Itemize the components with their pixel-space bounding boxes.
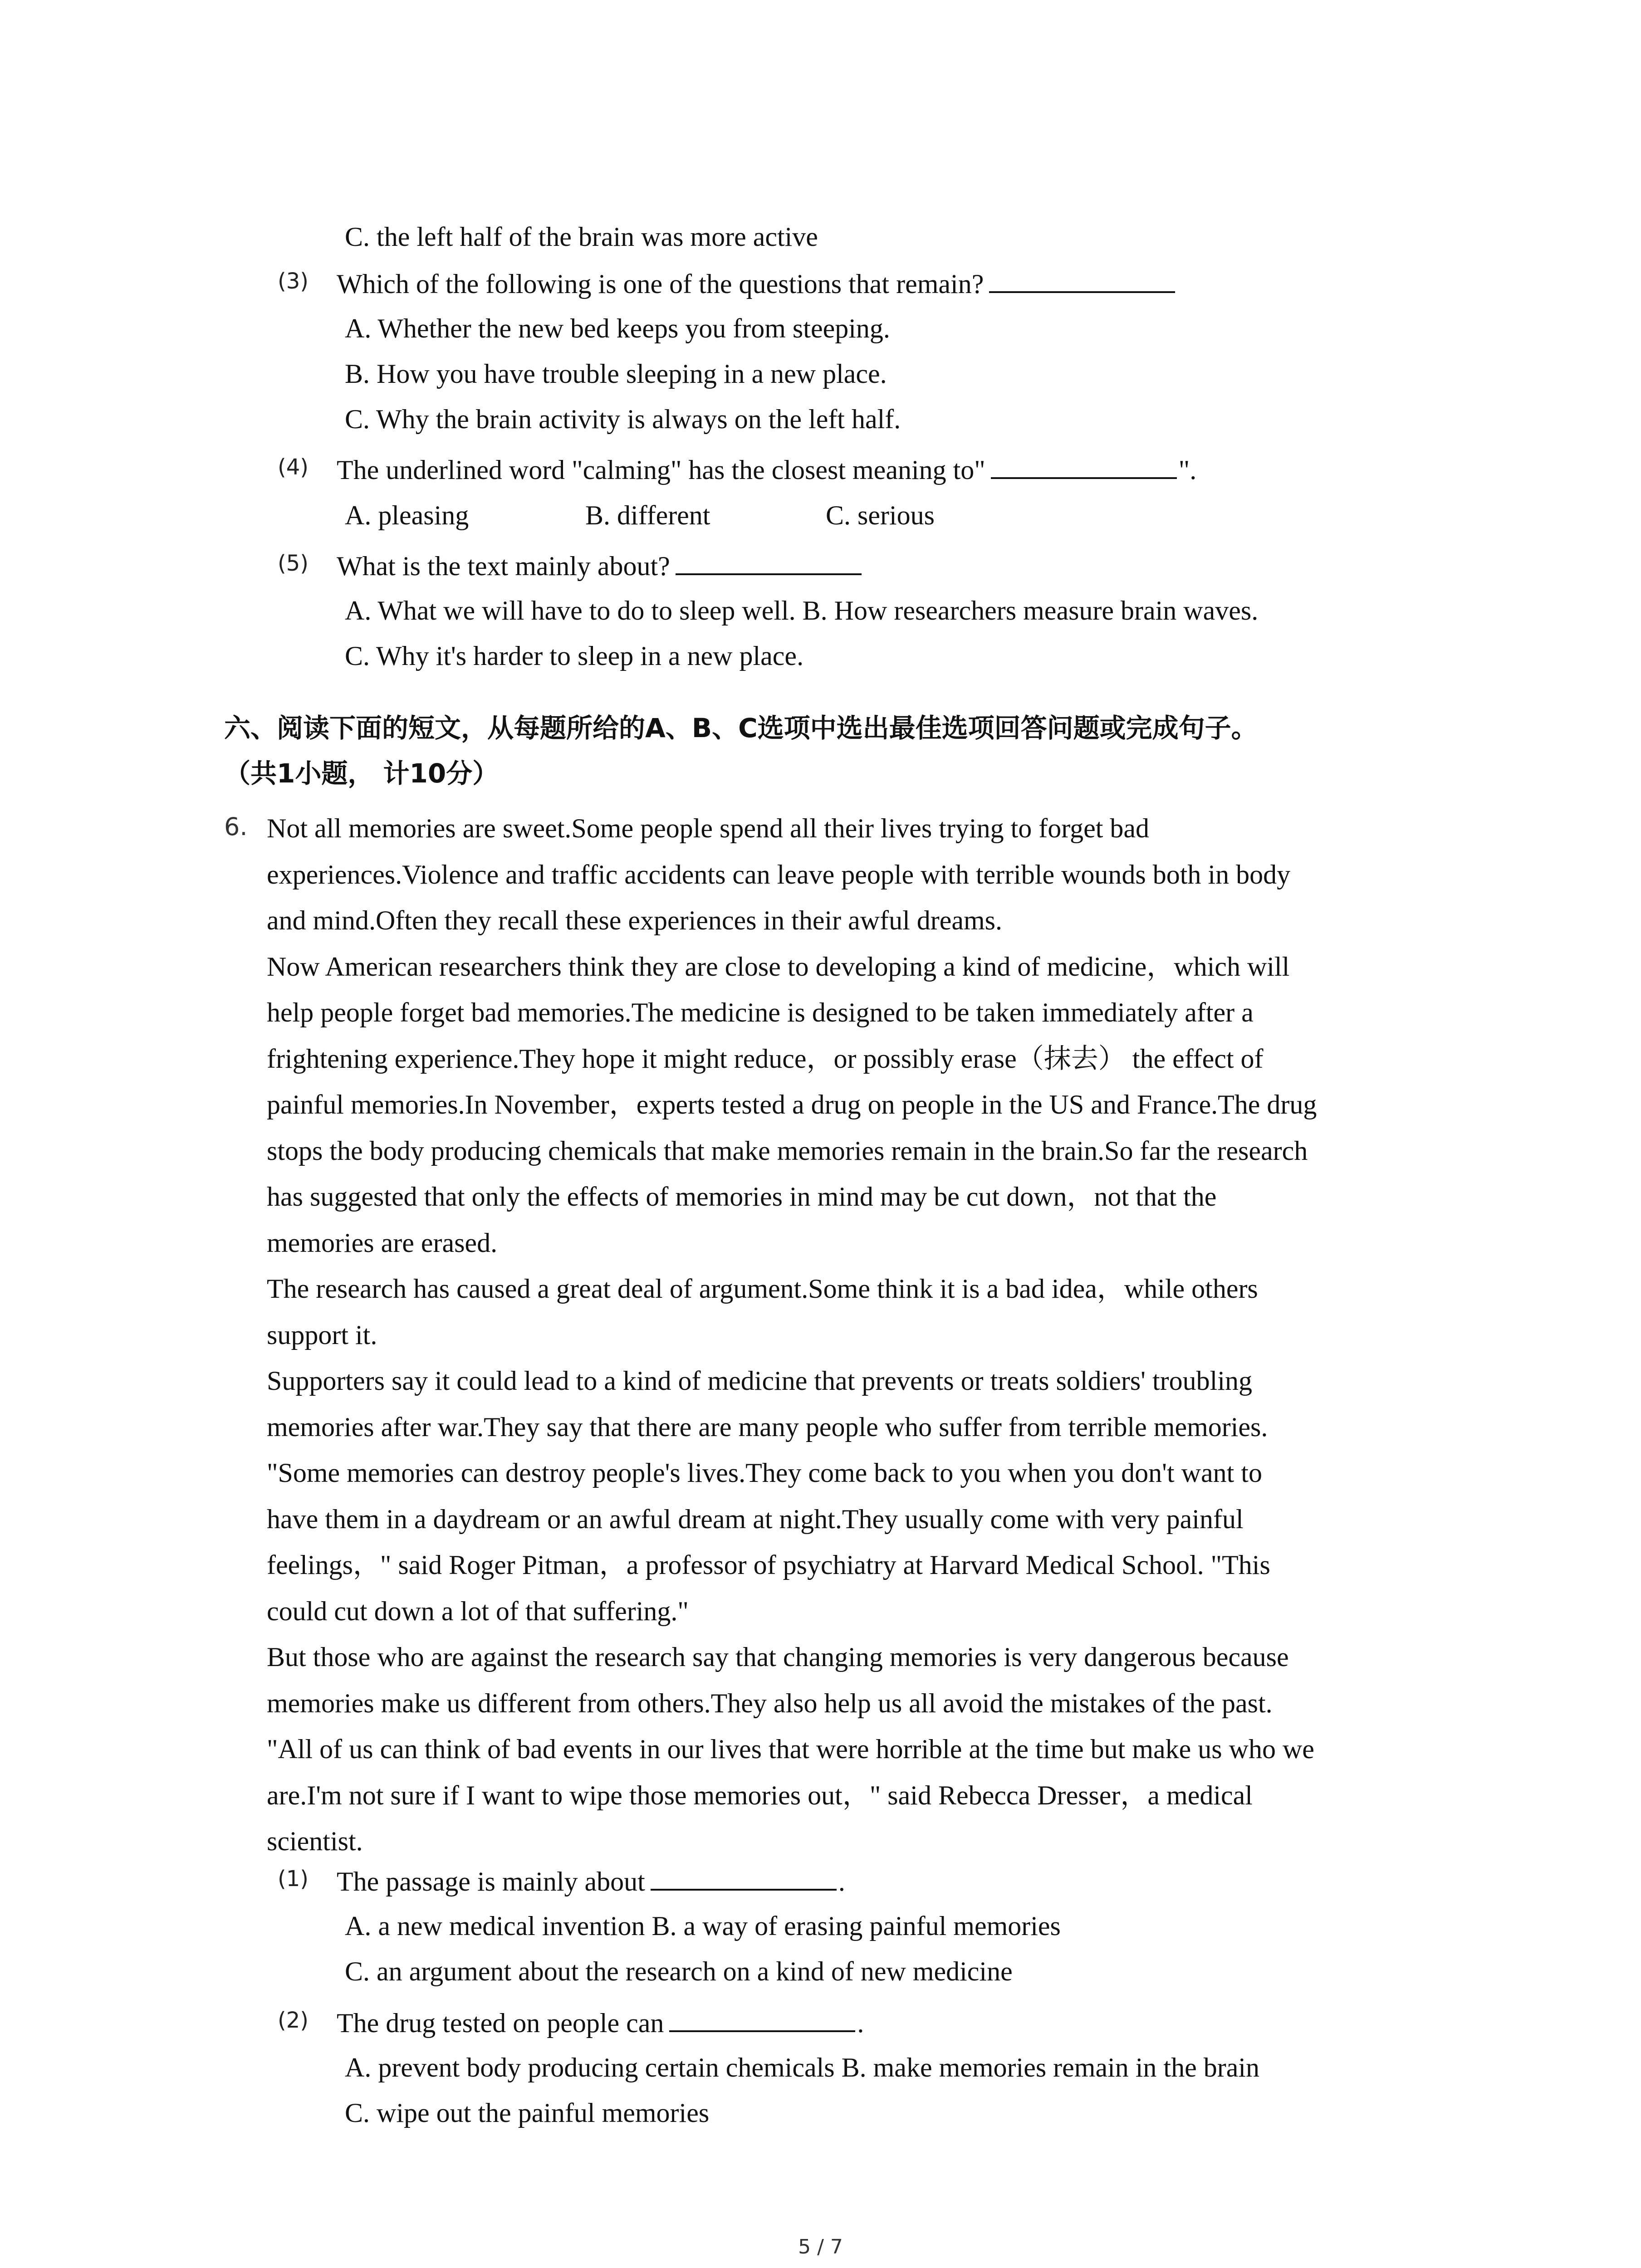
passage-line: Now American researchers think they are close to developing a kind of medicine，which will [267,951,1290,982]
passage-line: "Some memories can destroy people's lives.They come back to you when you don't want to [267,1458,1262,1488]
q5-stem-text: What is the text mainly about? [337,551,670,581]
q4-option-c: C. serious [826,500,935,530]
q5-option-c: C. Why it's harder to sleep in a new place. [345,641,804,671]
q2-options-ab: A. prevent body producing certain chemicals B. make memories remain in the brain [345,2053,1260,2082]
q3-stem [337,269,1177,298]
answer-blank[interactable] [651,1866,837,1891]
answer-blank[interactable] [989,269,1175,293]
q4-number: (4) [278,455,309,480]
passage-line: scientist. [267,1826,363,1856]
q2-stem-text: The drug tested on people can [337,2008,664,2038]
passage-line: has suggested that only the effects of memories in mind may be cut down，not that the [267,1182,1217,1212]
passage-line: Not all memories are sweet.Some people spend all their lives trying to forget bad [267,813,1150,843]
passage-line: feelings，" said Roger Pitman，a professor of psychiatry at Harvard Medical School. "This [267,1550,1270,1580]
q2-number: (2) [278,2008,309,2033]
passage-line: memories after war.They say that there are many people who suffer from terrible memories. [267,1412,1268,1442]
passage-line: memories make us different from others.They also help us all avoid the mistakes of the past. [267,1688,1273,1718]
q3-stem-text: Which of the following is one of the questions that remain? [337,269,984,299]
passage-line: are.I'm not sure if I want to wipe those memories out，" said Rebecca Dresser，a medical [267,1780,1253,1810]
passage-line: experiences.Violence and traffic accidents can leave people with terrible wounds both in body [267,859,1291,890]
q2-stem-end: . [857,2008,864,2038]
section-heading: 六、阅读下面的短文，从每题所给的A、B、C选项中选出最佳选项回答问题或完成句子。 [224,713,1258,743]
passage-line: Supporters say it could lead to a kind of medicine that prevents or treats soldiers' troubling [267,1366,1252,1396]
passage-line: But those who are against the research say that changing memories is very dangerous because [267,1642,1289,1672]
answer-blank[interactable] [676,551,862,575]
q4-stem [337,455,1196,484]
passage-line: and mind.Often they recall these experiences in their awful dreams. [267,905,1003,935]
passage-line: frightening experience.They hope it might reduce，or possibly erase（抹去） the effect of [267,1043,1264,1074]
q3-option-b: B. How you have trouble sleeping in a new place. [345,359,887,389]
passage-line: help people forget bad memories.The medicine is designed to be taken immediately after a [267,997,1254,1027]
q1-options-ab: A. a new medical invention B. a way of erasing painful memories [345,1911,1061,1941]
q1-stem-text: The passage is mainly about [337,1867,645,1897]
passage-line: stops the body producing chemicals that make memories remain in the brain.So far the research [267,1135,1308,1166]
passage-line: have them in a daydream or an awful dream at night.They usually come with very painful [267,1504,1244,1534]
answer-blank[interactable] [991,455,1177,479]
q2-option-c: C. wipe out the painful memories [345,2098,710,2128]
q1-stem [337,1866,845,1895]
passage-line: support it. [267,1320,377,1350]
passage-line: memories are erased. [267,1227,498,1258]
q4-option-a: A. pleasing [345,500,469,530]
passage-line: The research has caused a great deal of argument.Some think it is a bad idea，while others [267,1274,1258,1304]
q2-option-c: C. the left half of the brain was more active [345,222,818,252]
q4-stem-text: The underlined word "calming" has the closest meaning to" [337,455,985,485]
page-number: 5 / 7 [798,2235,843,2258]
answer-blank[interactable] [669,2008,855,2032]
passage-line: "All of us can think of bad events in our lives that were horrible at the time but make us who we [267,1734,1314,1764]
q3-option-c: C. Why the brain activity is always on the left half. [345,404,901,434]
q3-number: (3) [278,269,309,294]
q1-option-c: C. an argument about the research on a kind of new medicine [345,1956,1013,1986]
passage-line: could cut down a lot of that suffering." [267,1596,689,1626]
q3-option-a: A. Whether the new bed keeps you from steeping. [345,313,890,343]
passage-line: painful memories.In November，experts tested a drug on people in the US and France.The drug [267,1090,1317,1119]
q5-number: (5) [278,551,309,576]
q1-stem-end: . [838,1867,845,1897]
q2-stem [337,2008,864,2037]
section-heading-score: （共1小题， 计10分） [224,758,499,789]
q4-option-b: B. different [585,500,710,530]
q1-number: (1) [278,1866,309,1892]
q5-options-ab: A. What we will have to do to sleep well. B. How researchers measure brain waves. [345,596,1259,626]
item-number: 6. [224,812,248,841]
q5-stem [337,551,863,580]
q4-stem-end: ". [1178,455,1197,485]
